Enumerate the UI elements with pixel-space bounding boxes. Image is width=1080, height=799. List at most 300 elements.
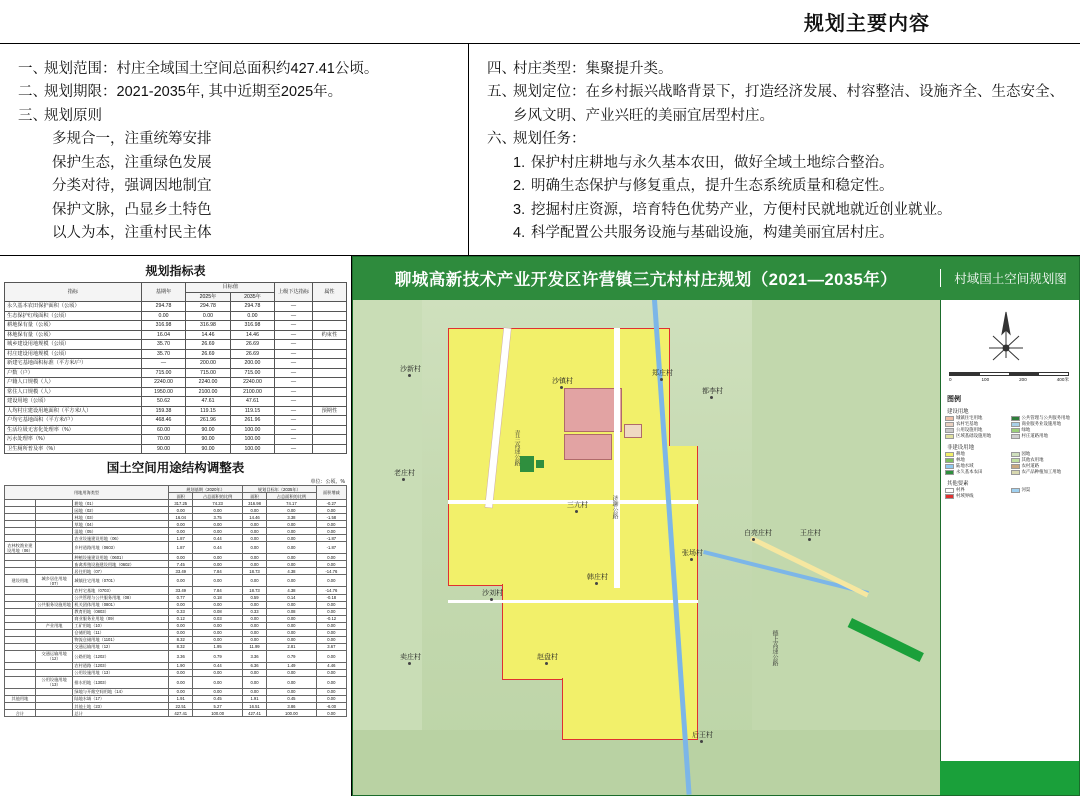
cell-far: 2100.00: [230, 387, 274, 397]
cell-plan-pct: 1.49: [267, 662, 317, 669]
cell-delta: -6.00: [316, 703, 346, 710]
map-place-label: 三亢村: [567, 502, 588, 509]
legend-label: 区域基础设施用地: [956, 433, 992, 439]
map-place-label: 王庄村: [800, 530, 821, 537]
legend-label: 永久基本农田: [956, 469, 983, 475]
legend-group-title: 非建设用地: [947, 445, 974, 451]
cell-landuse: 耕地（01）: [73, 500, 169, 507]
th-category: 用地用海类型: [5, 486, 169, 500]
cell-delta: -14.76: [316, 568, 346, 575]
table-row: [5, 662, 347, 669]
cell-base: 60.00: [141, 425, 185, 435]
cell-group2: 交通运输用地（12）: [35, 650, 73, 662]
cell-delta: -1.87: [316, 542, 346, 554]
cell-group1: [5, 615, 36, 622]
cell-base-pct: 0.00: [193, 601, 243, 608]
table-row: [5, 311, 347, 321]
cell-delta: 0.00: [316, 629, 346, 636]
cell-far: 261.96: [230, 416, 274, 426]
cell-plan-area: 427.41: [242, 710, 266, 717]
cell-landuse: 农村宅基地（0703）: [73, 587, 169, 594]
legend-item: [1011, 452, 1077, 457]
map-place-label: 老庄村: [394, 470, 415, 477]
cell-upper: —: [275, 378, 313, 388]
table-row: [5, 507, 347, 514]
cell-landuse: 排水用地（1303）: [73, 676, 169, 688]
cell-base-pct: 0.00: [193, 629, 243, 636]
cell-near: 294.78: [186, 302, 230, 312]
table-row: [5, 703, 347, 710]
cell-far: 47.61: [230, 397, 274, 407]
table-row: [5, 500, 347, 507]
cell-upper: —: [275, 435, 313, 445]
table-row: [5, 688, 347, 695]
cell-base: —: [141, 359, 185, 369]
legend-swatch: [945, 470, 954, 475]
cell-group2: [35, 500, 73, 507]
th-plan-group: 规划目标年（2035年）: [242, 486, 316, 493]
cell-base-pct: 0.00: [193, 554, 243, 561]
cell-landuse: 公共管理与公共服务用地（08）: [73, 594, 169, 601]
cell-indicator: 永久基本农田保护面积（公顷）: [5, 302, 142, 312]
table-row: [5, 542, 347, 554]
th-delta: 面积增减: [316, 486, 346, 500]
cell-landuse: 乡村道路用地（0603）: [73, 542, 169, 554]
cell-group1: [5, 554, 36, 561]
table-row: [5, 575, 347, 587]
table-row: [5, 594, 347, 601]
legend-label: 陆地水域: [956, 463, 974, 469]
principle-item: 保护文脉，凸显乡土特色: [52, 201, 212, 218]
th-base-group: 规划基期（2020年）: [169, 486, 243, 493]
table-row: [5, 387, 347, 397]
cell-upper: —: [275, 387, 313, 397]
th-indicator: 指标: [5, 283, 142, 302]
table-row: [5, 568, 347, 575]
cell-plan-area: 0.00: [242, 615, 266, 622]
legend-swatch: [945, 488, 954, 493]
cell-far: 100.00: [230, 444, 274, 454]
cell-landuse: 陆地水域（17）: [73, 695, 169, 702]
th-area: 面积: [169, 493, 193, 500]
cell-base-area: 0.00: [169, 575, 193, 587]
legend-item: [945, 470, 1011, 475]
cell-base: 16.04: [141, 330, 185, 340]
cell-base-pct: 74.23: [193, 500, 243, 507]
cell-plan-area: 0.00: [242, 521, 266, 528]
cell-plan-pct: 0.00: [267, 629, 317, 636]
cell-near: 47.61: [186, 397, 230, 407]
map-column: [352, 256, 1080, 796]
principle-item: 分类对待，强调因地制宜: [52, 178, 212, 195]
cell-base-pct: 0.00: [193, 575, 243, 587]
cell-plan-pct: 0.00: [267, 507, 317, 514]
cell-plan-pct: 3.38: [267, 514, 317, 521]
map-place-dot: [700, 740, 703, 743]
cell-plan-area: 18.73: [242, 568, 266, 575]
cell-base-pct: 7.84: [193, 587, 243, 594]
legend-swatch: [945, 416, 954, 421]
cell-base-area: 427.41: [169, 710, 193, 717]
th-base: 基期年: [141, 283, 185, 302]
map-road-label: 德上高速公路: [771, 630, 777, 666]
cell-group1: [5, 568, 36, 575]
cell-landuse: 绿地与开敞空间用地（14）: [73, 688, 169, 695]
index-table-title: 规划指标表: [145, 264, 206, 278]
cell-delta: -0.18: [316, 594, 346, 601]
cell-group2: [35, 695, 73, 702]
cell-base-pct: 0.00: [193, 688, 243, 695]
cell-landuse: 公路用地（1202）: [73, 650, 169, 662]
cell-group1: 合计: [5, 710, 36, 717]
cell-upper: —: [275, 349, 313, 359]
cell-group2: [35, 561, 73, 568]
legend-swatch: [945, 434, 954, 439]
structure-adjustment-table: [4, 485, 347, 717]
legend-label: 绿地: [1021, 427, 1031, 433]
legend-group-title: 建设用地: [947, 409, 969, 415]
legend-swatch: [1011, 464, 1020, 469]
rural-homestead-block: [624, 424, 642, 438]
cell-plan-area: 0.00: [242, 554, 266, 561]
table-row: [5, 521, 347, 528]
cell-base-area: 1.90: [169, 662, 193, 669]
th-attr: 属性: [312, 283, 346, 302]
structure-table-units: 单位：公顷、%: [310, 479, 345, 485]
table-row: [5, 561, 347, 568]
legend-item: [945, 458, 1011, 463]
cell-delta: -14.76: [316, 587, 346, 594]
legend-item: [945, 434, 1011, 439]
compass-icon: [971, 308, 1041, 366]
legend-item: [1011, 422, 1077, 427]
legend-swatch: [1011, 428, 1020, 433]
table-row: [5, 629, 347, 636]
cell-base: 468.46: [141, 416, 185, 426]
cell-attr: [312, 340, 346, 350]
cell-group1: [5, 561, 36, 568]
legend-swatch: [945, 428, 954, 433]
cell-base-area: 8.32: [169, 636, 193, 643]
map-place-label: 白亮庄村: [744, 530, 772, 537]
map-place-label: 韩庄村: [587, 574, 608, 581]
cell-plan-pct: 4.38: [267, 568, 317, 575]
cell-base-pct: 0.00: [193, 561, 243, 568]
cell-upper: —: [275, 302, 313, 312]
cell-plan-area: 3.36: [242, 650, 266, 662]
cell-upper: —: [275, 397, 313, 407]
cell-near: 2240.00: [186, 378, 230, 388]
cell-base-area: 0.00: [169, 601, 193, 608]
cell-attr: [312, 368, 346, 378]
legend-label: 其他农用地: [1021, 457, 1044, 463]
map-road-label: 青兰高速公路: [513, 430, 519, 466]
tasks-heading: 规划任务：: [513, 131, 586, 148]
map-place-dot: [408, 662, 411, 665]
cell-group1: [5, 622, 36, 629]
principle-item: 多规合一，注重统筹安排: [52, 131, 212, 148]
cell-plan-area: 0.00: [242, 535, 266, 542]
map-place-dot: [402, 478, 405, 481]
cell-base-area: 0.00: [169, 688, 193, 695]
cell-landuse: 仓储用地（11）: [73, 629, 169, 636]
cell-group1: [5, 514, 36, 521]
cell-far: 119.15: [230, 406, 274, 416]
cell-plan-pct: 0.00: [267, 528, 317, 535]
cell-plan-pct: 0.00: [267, 669, 317, 676]
cell-delta: 0.00: [316, 669, 346, 676]
planning-content-left: [0, 44, 469, 255]
cell-group2: [35, 636, 73, 643]
cell-plan-area: 0.00: [242, 676, 266, 688]
cell-landuse: 湿地（05）: [73, 528, 169, 535]
cell-plan-area: 6.36: [242, 662, 266, 669]
cell-landuse: 农业设施建设用地（06）: [73, 535, 169, 542]
cell-indicator: 生态保护红线面积（公顷）: [5, 311, 142, 321]
legend-item: [1011, 458, 1077, 463]
cell-near: 200.00: [186, 359, 230, 369]
map-place-label: 张场村: [682, 550, 703, 557]
cell-plan-pct: 0.00: [267, 554, 317, 561]
cell-plan-area: 0.00: [242, 636, 266, 643]
cell-attr: [312, 302, 346, 312]
cell-plan-pct: 4.38: [267, 587, 317, 594]
cell-delta: 0.00: [316, 507, 346, 514]
cell-near: 14.46: [186, 330, 230, 340]
cell-group2: [35, 528, 73, 535]
cell-base-area: 0.00: [169, 507, 193, 514]
legend-title: 图例: [947, 396, 961, 403]
cell-attr: [312, 321, 346, 331]
cell-indicator: 常住人口规模（人）: [5, 387, 142, 397]
task-item: 4. 科学配置公共服务设施与基础设施，构建美丽宜居村庄。: [513, 225, 894, 242]
cell-group1: 其他用地: [5, 695, 36, 702]
principle-item: 保护生态，注重绿色发展: [52, 154, 212, 171]
cell-base-pct: 0.45: [193, 695, 243, 702]
cell-base-area: 0.00: [169, 528, 193, 535]
table-row: [5, 650, 347, 662]
map-place-dot: [808, 538, 811, 541]
cell-landuse: 总计: [73, 710, 169, 717]
legend-item: [1011, 470, 1077, 475]
cell-upper: —: [275, 444, 313, 454]
map-title-band: [352, 256, 1080, 300]
list-item: 六、 规划任务：: [487, 128, 1066, 151]
cell-base-pct: 7.84: [193, 568, 243, 575]
legend-swatch: [945, 464, 954, 469]
cell-plan-pct: 2.81: [267, 643, 317, 650]
cell-group1: [5, 662, 36, 669]
period-text: 规划期限：2021-2035年, 其中近期至2025年。: [44, 84, 343, 101]
cell-base-pct: 0.00: [193, 507, 243, 514]
cell-plan-area: 0.00: [242, 629, 266, 636]
cell-indicator: 卫生厕所普及率（%）: [5, 444, 142, 454]
cell-group2: 产业用地: [35, 622, 73, 629]
cell-base: 2240.00: [141, 378, 185, 388]
cell-plan-pct: 0.00: [267, 535, 317, 542]
structure-table-title: 国土空间用途结构调整表: [106, 461, 245, 475]
principle-item: 以人为本，注重村民主体: [52, 225, 212, 242]
cell-plan-area: 0.00: [242, 561, 266, 568]
positioning-text: 规划定位：在乡村振兴战略背景下，打造经济发展、村容整洁、设施齐全、生态安全、乡风文明、产业兴旺的美丽宜居型村庄。: [513, 84, 1064, 124]
map-canvas[interactable]: [352, 300, 940, 796]
legend-swatch: [945, 494, 954, 499]
cell-base-area: 0.00: [169, 622, 193, 629]
table-row: [5, 535, 347, 542]
cell-base: 35.70: [141, 349, 185, 359]
green-space-block: [536, 460, 544, 468]
table-row: [5, 608, 347, 615]
table-row: [5, 302, 347, 312]
cell-attr: [312, 425, 346, 435]
map-place-label: 沙刘村: [482, 590, 503, 597]
cell-plan-pct: 0.00: [267, 688, 317, 695]
cell-group1: 建设用地: [5, 575, 36, 587]
map-place-dot: [595, 582, 598, 585]
table-row: [5, 528, 347, 535]
cell-delta: 0.00: [316, 528, 346, 535]
table-row: [5, 587, 347, 594]
cell-delta: 0.00: [316, 695, 346, 702]
cell-group1: [5, 676, 36, 688]
legend-swatch: [1011, 452, 1020, 457]
cell-base-area: 22.51: [169, 703, 193, 710]
cell-base-pct: 0.44: [193, 542, 243, 554]
cell-delta: -0.27: [316, 500, 346, 507]
legend-swatch: [945, 458, 954, 463]
cell-near: 90.00: [186, 435, 230, 445]
cell-delta: 0.00: [316, 650, 346, 662]
map-place-label: 郑庄村: [652, 370, 673, 377]
cell-indicator: 污水处理率（%）: [5, 435, 142, 445]
cell-far: 100.00: [230, 435, 274, 445]
cell-attr: [312, 349, 346, 359]
cell-base-area: 317.25: [169, 500, 193, 507]
cell-group1: [5, 500, 36, 507]
legend-swatch: [1011, 434, 1020, 439]
cell-base-area: 0.00: [169, 669, 193, 676]
legend-label: 农村宅基地: [956, 421, 978, 427]
cell-delta: 0.00: [316, 575, 346, 587]
cell-base: 70.00: [141, 435, 185, 445]
cell-indicator: 户均宅基地面积（平方米/户）: [5, 416, 142, 426]
public-service-block: [520, 456, 534, 472]
cell-far: 2240.00: [230, 378, 274, 388]
map-place-dot: [490, 598, 493, 601]
table-row: [5, 321, 347, 331]
cell-plan-area: 0.33: [242, 608, 266, 615]
map-place-label: 卖庄村: [400, 654, 421, 661]
cell-base: 316.98: [141, 321, 185, 331]
cell-near: 0.00: [186, 311, 230, 321]
cell-attr: [312, 444, 346, 454]
cell-plan-area: 0.00: [242, 688, 266, 695]
cell-base-area: 16.04: [169, 514, 193, 521]
cell-landuse: 交通运输用地（12）: [73, 643, 169, 650]
cell-base-pct: 0.03: [193, 615, 243, 622]
cell-group2: [35, 587, 73, 594]
th-pct2: 占总面积的比例: [267, 493, 317, 500]
cell-indicator: 村庄建设用地规模（公顷）: [5, 349, 142, 359]
cell-group2: [35, 703, 73, 710]
farmland-block-south: [502, 584, 698, 680]
cell-attr: [312, 378, 346, 388]
legend-label: 村域界线: [956, 493, 974, 499]
cell-plan-pct: 74.17: [267, 500, 317, 507]
cell-attr: [312, 311, 346, 321]
list-item: 三、 规划原则: [18, 105, 458, 128]
cell-group2: [35, 521, 73, 528]
cell-upper: —: [275, 416, 313, 426]
cell-landuse: 农村道路（1203）: [73, 662, 169, 669]
cell-landuse: 商业服务业用地（09）: [73, 615, 169, 622]
cell-indicator: 耕地保有量（公顷）: [5, 321, 142, 331]
cell-landuse: 城镇住宅用地（0701）: [73, 575, 169, 587]
cell-near: 715.00: [186, 368, 230, 378]
cell-group1: [5, 507, 36, 514]
cell-upper: —: [275, 406, 313, 416]
farmland-block-southtip: [562, 678, 698, 740]
cell-delta: 3.67: [316, 643, 346, 650]
cell-plan-pct: 0.45: [267, 695, 317, 702]
cell-base-pct: 5.27: [193, 703, 243, 710]
cell-group2: [35, 507, 73, 514]
cell-group1: [5, 650, 36, 662]
table-row: [5, 622, 347, 629]
cell-group2: [35, 568, 73, 575]
legend-item: [945, 452, 1011, 457]
cell-base: 715.00: [141, 368, 185, 378]
legend-swatch: [1011, 470, 1020, 475]
table-row: [5, 643, 347, 650]
map-scalebar: 0 100 200 400米: [949, 372, 1069, 383]
cell-delta: 0.00: [316, 710, 346, 717]
legend-item: [1011, 488, 1077, 493]
cell-near: 90.00: [186, 444, 230, 454]
cell-near: 26.69: [186, 340, 230, 350]
cell-upper: —: [275, 311, 313, 321]
cell-landuse: 园地（02）: [73, 507, 169, 514]
cell-attr: [312, 416, 346, 426]
legend-swatch: [945, 452, 954, 457]
cell-group2: [35, 594, 73, 601]
cell-base: 159.38: [141, 406, 185, 416]
cell-delta: 0.00: [316, 622, 346, 629]
cell-plan-pct: 0.00: [267, 636, 317, 643]
cell-base-area: 0.00: [169, 629, 193, 636]
cell-plan-area: 11.99: [242, 643, 266, 650]
lower-section: [0, 256, 1080, 796]
cell-base: 294.78: [141, 302, 185, 312]
cell-group2: [35, 554, 73, 561]
cell-group2: [35, 662, 73, 669]
legend-group: [945, 416, 1076, 440]
legend-label: 耕地: [956, 451, 965, 457]
cell-base-area: 0.00: [169, 521, 193, 528]
cell-attr: [312, 359, 346, 369]
village-type-text: 村庄类型：集聚提升类。: [513, 61, 673, 77]
map-place-label: 沙镇村: [552, 378, 573, 385]
map-place-dot: [545, 662, 548, 665]
page-title: 规划主要内容: [804, 13, 930, 35]
cell-plan-area: 16.51: [242, 703, 266, 710]
village-plan-map[interactable]: [352, 256, 1080, 796]
cell-delta: 0.00: [316, 561, 346, 568]
cell-base-area: 8.32: [169, 643, 193, 650]
cell-landuse: 公用设施用地（13）: [73, 669, 169, 676]
cell-group2: [35, 514, 73, 521]
cell-base-area: 0.00: [169, 676, 193, 688]
